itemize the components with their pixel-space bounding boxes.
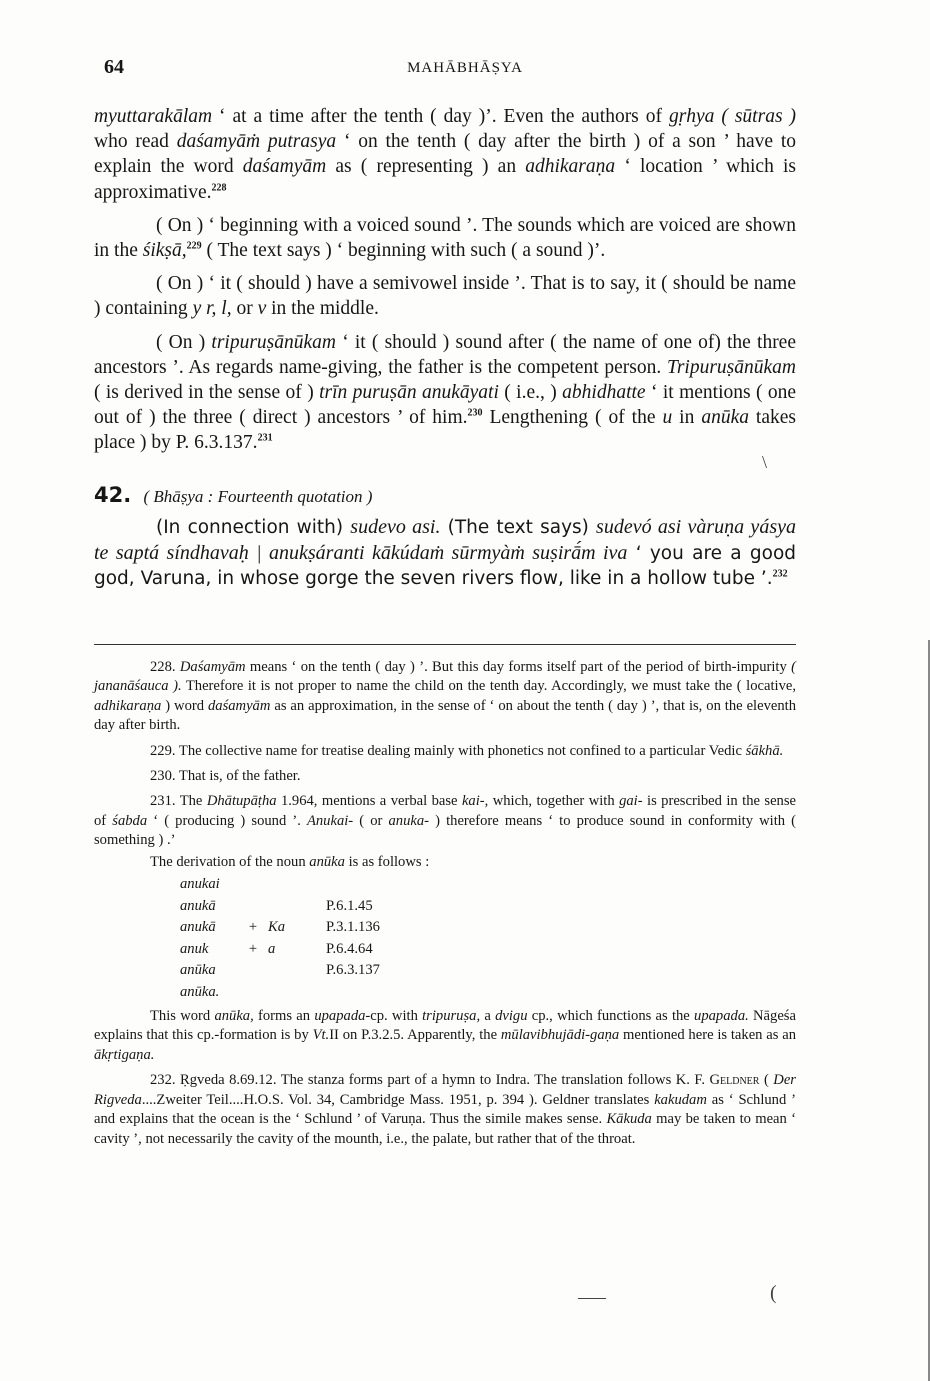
text-run: sudevó asi vàruṇa yásya te saptá síndhavaḥ | anukṣáranti kākúdaṁ sūrmyàṁ suṣirā́m iva: [94, 516, 796, 564]
text-run: ( jananāśauca ).: [94, 659, 797, 695]
text-run: II on P.3.2.5. Apparently, the: [329, 1027, 501, 1044]
derivation-form: anukā: [180, 919, 216, 936]
text-run: daśamyāṁ putrasya: [176, 131, 337, 153]
text-run: ‘ location ’ which is approximative.: [94, 156, 797, 203]
derivation-row: [180, 982, 380, 1004]
derivation-form: anūka.: [180, 983, 220, 1000]
derivation-row: [180, 960, 380, 982]
text-run: as ( representing ) an: [326, 156, 526, 178]
text-run: ‘ you are a good god, Varuna, in whose gorge the seven rivers flow, like in a hollow tube ’.: [94, 542, 797, 589]
derivation-rule: P.6.4.64: [326, 940, 373, 957]
derivation-rule: [326, 874, 380, 896]
derivation-suffix: Ka: [268, 919, 286, 936]
footnote-ref: 231: [257, 432, 273, 444]
text-run: 228.: [150, 659, 180, 675]
derivation-suffix: [268, 896, 326, 918]
text-run: forms an: [253, 1008, 315, 1025]
text-run: gai-: [619, 793, 643, 810]
paragraph-1: [94, 104, 796, 205]
text-run: in the middle.: [266, 298, 379, 320]
text-run: 229. The collective name for treatise dealing mainly with phonetics not confined to a particular Vedic: [150, 742, 746, 759]
derivation-rule: [326, 982, 380, 1004]
text-run: trīn puruṣān anukāyati: [319, 382, 499, 404]
text-run: , which, together with: [484, 793, 620, 810]
footnote-228: [94, 658, 796, 736]
derivation-suffix: [268, 874, 326, 896]
text-run: gṛhya ( sūtras ): [668, 106, 796, 127]
text-run: anuka-: [388, 812, 430, 829]
text-run: anūka: [701, 407, 749, 429]
text-run: in: [672, 407, 702, 429]
text-run: (In connection with): [156, 517, 351, 538]
derivation-form: anukā: [180, 897, 216, 914]
text-run: a: [480, 1008, 496, 1025]
text-run: or: [231, 298, 258, 320]
text-run: Vt.: [312, 1027, 330, 1044]
text-run: ‘ ( producing ) sound ’.: [147, 812, 307, 829]
derivation-suffix: a: [268, 940, 276, 957]
paragraph-2: [94, 213, 796, 263]
text-run: Geldner: [709, 1072, 760, 1089]
footnote-231: [94, 792, 796, 850]
text-run: u: [662, 407, 673, 429]
footnote-ref: 230: [467, 407, 483, 419]
derivation-form: anukai: [180, 876, 220, 893]
section-subtitle: ( Bhāṣya : Fourteenth quotation ): [143, 487, 373, 506]
pen-mark: \: [762, 452, 768, 472]
text-run: Nāgeśa explains that this cp.-formation is by: [94, 1008, 796, 1044]
derivation-op: +: [248, 940, 258, 957]
text-run: mentioned here is taken as an: [619, 1027, 797, 1044]
text-run: ( On ) ‘ beginning with a voiced sound ’. The sounds which are voiced are shown in the: [94, 214, 796, 262]
text-run: (: [759, 1072, 774, 1089]
text-run: ( The text says ) ‘ beginning with such ( a sound )’.: [201, 240, 606, 262]
text-run: tripuruṣa,: [422, 1008, 481, 1025]
derivation-row: [180, 939, 380, 961]
derivation-rule: P.6.1.45: [326, 897, 373, 914]
text-run: cp., which functions as the: [527, 1008, 695, 1025]
text-run: Lengthening ( of the: [482, 407, 663, 429]
text-run: -cp. with: [365, 1008, 423, 1025]
derivation-op: [238, 960, 268, 982]
text-run: ( On ) ‘ it ( should ) have a semivowel inside ’. That is to say, it ( should be name ) containing: [94, 273, 796, 320]
text-run: who read: [94, 131, 177, 153]
text-run: adhikaraṇa: [525, 156, 616, 178]
page-number: 64: [104, 56, 124, 78]
text-run: kai-: [461, 793, 485, 810]
text-run: śabda: [112, 812, 148, 829]
text-run: ‘ on the tenth ( day after the birth ) of a son ’ have to explain the word: [94, 131, 796, 178]
text-run: ‘ at a time after the tenth ( day )’. Even the authors of: [212, 106, 669, 127]
paragraph-4: [94, 330, 796, 456]
text-run: Dhātupāṭha: [206, 793, 277, 810]
text-run: adhikaraṇa: [94, 697, 162, 714]
text-run: ‘ it mentions ( one out of ) the three ( direct ) ancestors ’ of him.: [94, 382, 797, 429]
text-run: (The text says): [440, 517, 597, 538]
text-run: upapada.: [694, 1008, 749, 1025]
text-run: y r, l,: [192, 298, 232, 320]
footnote-232: [94, 1071, 796, 1149]
running-title: MAHĀBHĀṢYA: [407, 60, 523, 76]
section-heading: [94, 483, 796, 507]
text-run: ( or: [353, 812, 389, 829]
text-run: Tripuruṣānūkam: [667, 356, 796, 378]
quotation-paragraph: [94, 515, 796, 592]
text-run: sudevo asi.: [350, 516, 441, 538]
derivation-form: anūka: [180, 962, 216, 979]
paragraph-3: [94, 271, 796, 321]
text-run: is prescribed in the sense of: [94, 793, 797, 829]
text-run: kakudam: [654, 1091, 707, 1108]
footnote-ref: 232: [772, 568, 788, 580]
text-run: daśamyām: [242, 156, 327, 178]
text-run: anūka: [309, 853, 345, 870]
derivation-rule: P.3.1.136: [326, 919, 380, 936]
text-run: This word: [150, 1008, 215, 1025]
text-run: abhidhatte: [562, 382, 646, 404]
quotation-text: [94, 515, 796, 592]
text-run: Therefore it is not proper to name the child on the tenth day. Accordingly, we must take the ( locative,: [181, 678, 796, 695]
stray-dash: [578, 1298, 606, 1299]
text-run: 1.964, mentions a verbal base: [276, 793, 462, 810]
text-run: dvigu: [495, 1008, 528, 1025]
derivation-suffix: [268, 982, 326, 1004]
text-run: ( is derived in the sense of ): [94, 382, 320, 404]
text-run: ‘ it ( should ) sound after ( the name of one of) the three ancestors ’. As regards name-giving, the father is the competent person.: [94, 331, 796, 378]
derivation-op: [238, 874, 268, 896]
derivation-row: [180, 917, 380, 939]
text-run: The derivation of the noun: [150, 853, 310, 870]
main-text: [94, 104, 796, 464]
text-run: Anukai-: [306, 812, 354, 829]
text-run: ) word: [161, 697, 208, 714]
text-run: ) therefore means ‘ to produce sound in conformity with ( something ) .’: [94, 812, 797, 849]
derivation-row: [180, 874, 380, 896]
text-run: 231. The: [150, 793, 207, 810]
text-run: ....Zweiter Teil....H.O.S. Vol. 34, Cambridge Mass. 1951, p. 394 ). Geldner translates: [141, 1091, 655, 1108]
derivation-rule: P.6.3.137: [326, 962, 380, 979]
derivation-op: [238, 982, 268, 1004]
footnote-229: [94, 742, 796, 761]
derivation-suffix: [268, 960, 326, 982]
text-run: 230. That is, of the father.: [150, 768, 301, 785]
text-run: may be taken to mean ‘ cavity ’, not necessarily the cavity of the mounth, i.e., the palate, but rather that of the throat.: [94, 1111, 796, 1147]
derivation-form: anuk: [180, 940, 209, 957]
stray-parenthesis: (: [770, 1282, 777, 1304]
text-run: upapada: [314, 1008, 366, 1025]
text-run: ( On ): [156, 331, 212, 353]
section-number: 42.: [94, 483, 132, 507]
text-run: Der Rigveda: [94, 1072, 796, 1108]
footnote-ref: 229: [186, 240, 202, 252]
footnote-230: [94, 767, 796, 786]
derivation-row: [180, 896, 380, 918]
text-run: v: [257, 298, 267, 320]
text-run: anūka,: [214, 1008, 254, 1025]
text-run: as ‘ Schlund ’ and explains that the ocean is the ‘ Schlund ’ of Varuṇa. Thus the simile makes sense.: [94, 1091, 796, 1128]
derivation-op: +: [248, 919, 258, 936]
text-run: Daśamyām: [179, 659, 246, 675]
derivation-table: [180, 874, 380, 1003]
text-run: daśamyām: [207, 697, 271, 714]
text-run: 232. Ṛgveda 8.69.12. The stanza forms part of a hymn to Indra. The translation follows K. F.: [150, 1072, 710, 1089]
text-run: ākṛtigaṇa.: [94, 1046, 155, 1063]
footnote-231-continued: [94, 1007, 796, 1065]
text-run: Kākuda: [606, 1111, 652, 1128]
footnote-ref: 228: [211, 182, 227, 194]
derivation-intro: [150, 853, 796, 872]
footnote-divider: [94, 644, 796, 645]
footnotes: [94, 658, 796, 1155]
text-run: tripuruṣānūkam: [211, 331, 336, 353]
text-run: is as follows :: [344, 853, 430, 870]
derivation-op: [238, 896, 268, 918]
text-run: means ‘ on the tenth ( day ) ’. But this day forms itself part of the period of birth-impurity: [245, 659, 792, 675]
text-run: as an approximation, in the sense of ‘ on about the tenth ( day ) ’, that is, on the eleventh day after birth.: [94, 697, 796, 734]
text-run: śākhā.: [745, 742, 784, 759]
text-run: ( i.e., ): [498, 382, 563, 404]
text-run: śikṣā,: [142, 240, 187, 262]
text-run: myuttarakālam: [94, 106, 213, 127]
text-run: takes place ) by P. 6.3.137.: [94, 407, 796, 454]
text-run: mūlavibhujādi-gaṇa: [500, 1027, 620, 1044]
